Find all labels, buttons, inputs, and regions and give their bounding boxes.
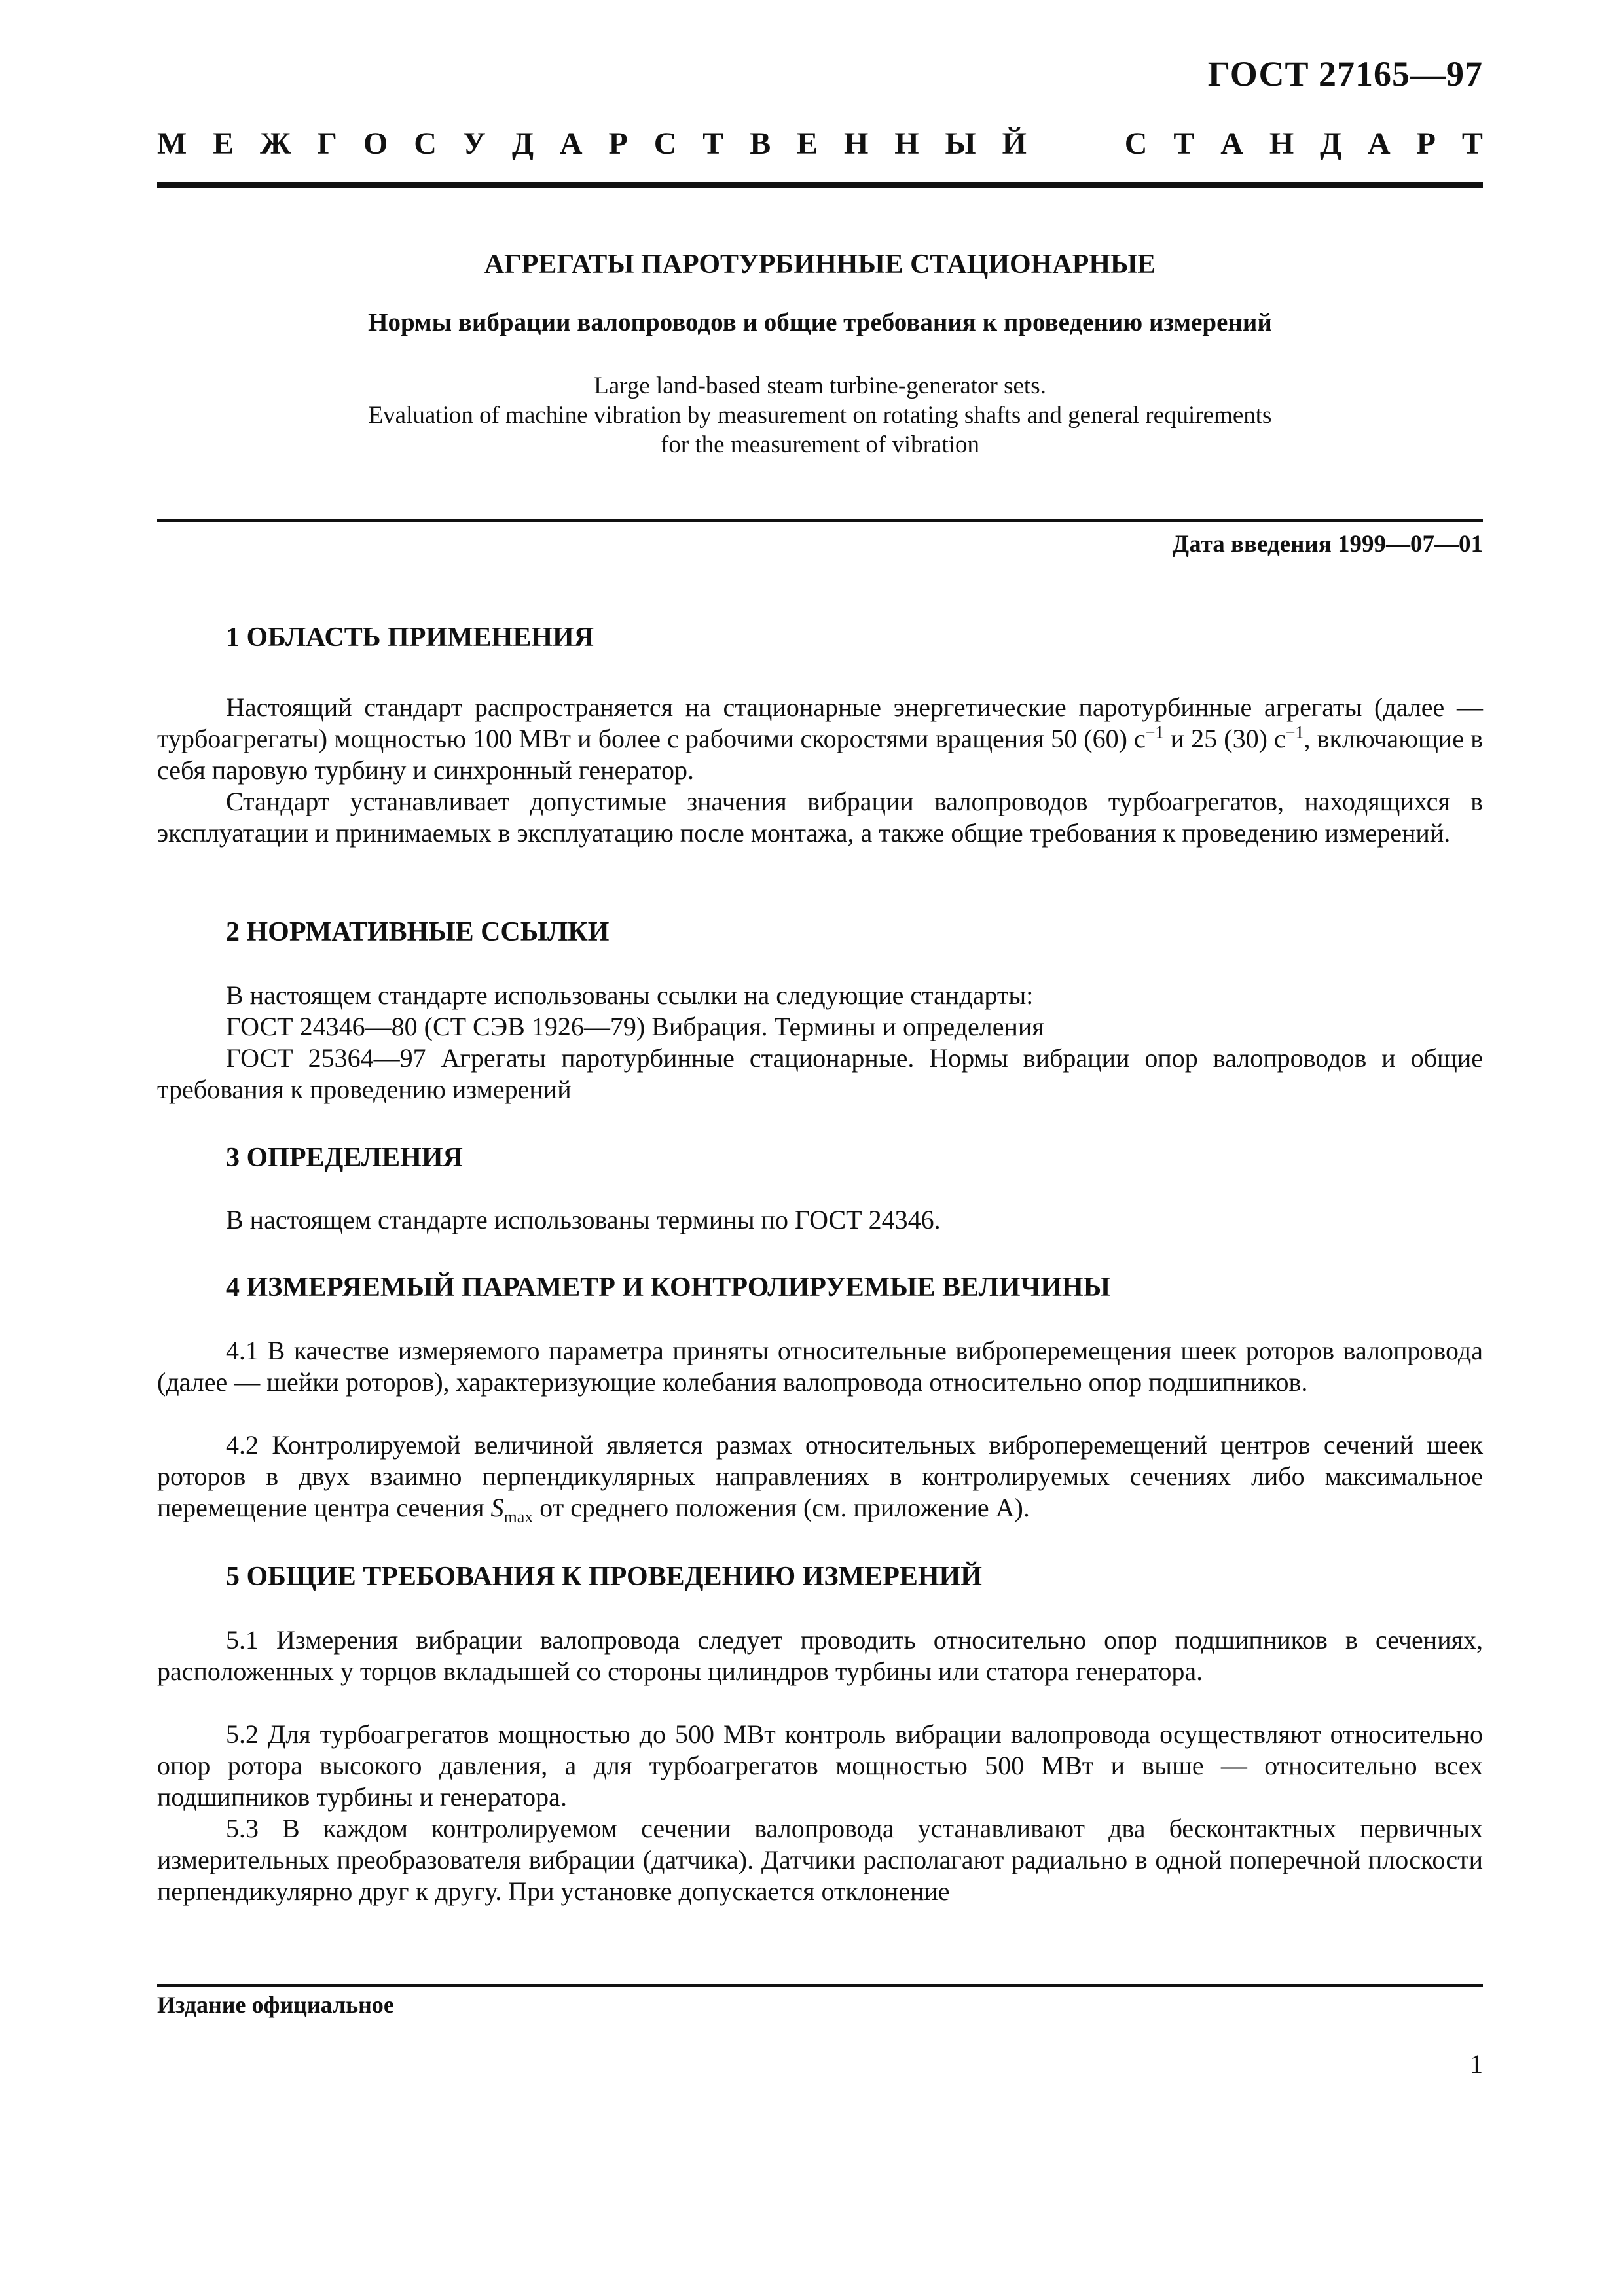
banner-letter: М — [157, 126, 187, 161]
introduction-date: Дата введения 1999—07—01 — [1172, 531, 1483, 558]
english-title — [157, 371, 1483, 459]
footer-rule — [157, 1984, 1483, 1987]
banner-letter: Д — [511, 126, 534, 161]
banner-letter: Е — [797, 126, 818, 161]
section-1-paragraph-2: Стандарт устанавливает допустимые значения вибрации валопроводов турбоагрегатов, находящихся в эксплуатации и принимаемых в эксплуатацию после монтажа, а также общие требования к проведению измерений. — [157, 787, 1483, 848]
banner-letter: Т — [1461, 126, 1483, 161]
section-1-paragraph-1: Настоящий стандарт распространяется на стационарные энергетические паротурбинные агрегаты (далее — турбоагрегаты) мощностью 100 МВт и более с рабочими скоростями вращения 50 (60) $с^{-1}$ и 25 (30) $с^{-1}$, включающие в себя паровую турбину и синхронный генератор. — [157, 692, 1483, 785]
section-5-heading: 5 ОБЩИЕ ТРЕБОВАНИЯ К ПРОВЕДЕНИЮ ИЗМЕРЕНИЙ — [226, 1562, 982, 1592]
banner-letter: А — [1220, 126, 1243, 161]
banner-letter: Т — [1173, 126, 1195, 161]
document-subtitle: Нормы вибрации валопроводов и общие требования к проведению измерений — [368, 308, 1272, 336]
banner-letter: Е — [213, 126, 234, 161]
section-5-paragraph-2: 5.2 Для турбоагрегатов мощностью до 500 МВт контроль вибрации валопровода осуществляют относительно опор ротора высокого давления, а для турбоагрегатов мощностью 500 МВт и выше — относительно всех подшипников турбины и генератора. — [157, 1719, 1483, 1812]
banner-letter: С — [1124, 126, 1148, 161]
section-5-paragraph-1: 5.1 Измерения вибрации валопровода следует проводить относительно опор подшипников в сечениях, расположенных у торцов вкладышей со стороны цилиндров турбины или статора генератора. — [157, 1625, 1483, 1686]
banner-letter: Т — [702, 126, 724, 161]
banner-letter: В — [750, 126, 771, 161]
banner-letter: О — [363, 126, 388, 161]
banner-letter: Р — [608, 126, 628, 161]
section-2-intro: В настоящем стандарте использованы ссылки на следующие стандарты: — [226, 980, 1034, 1010]
document-title: АГРЕГАТЫ ПАРОТУРБИННЫЕ СТАЦИОНАРНЫЕ — [484, 249, 1156, 279]
section-4-paragraph-2: 4.2 Контролируемой величиной является размах относительных виброперемещений центров сечений шеек роторов в двух взаимно перпендикулярных направлениях в контролируемых сечениях либо максимальное перемещение центра сечения $S_{max}$ от среднего положения (см. приложение А). — [157, 1430, 1483, 1526]
banner-letter: А — [1368, 126, 1391, 161]
reference-item: ГОСТ 25364—97 Агрегаты паротурбинные стационарные. Нормы вибрации опор валопроводов и общие требования к проведению измерений — [157, 1043, 1483, 1104]
section-3-heading: 3 ОПРЕДЕЛЕНИЯ — [226, 1143, 463, 1173]
banner-letter: Н — [894, 126, 919, 161]
reference-item: ГОСТ 24346—80 (СТ СЭВ 1926—79) Вибрация. Термины и определения — [226, 1012, 1044, 1041]
banner-letter: Р — [1416, 126, 1436, 161]
banner-letter: Ы — [945, 126, 976, 161]
standard-code: ГОСТ 27165—97 — [1207, 54, 1483, 94]
banner-letter: Ж — [260, 126, 291, 161]
section-4-heading: 4 ИЗМЕРЯЕМЫЙ ПАРАМЕТР И КОНТРОЛИРУЕМЫЕ ВЕЛИЧИНЫ — [226, 1272, 1110, 1302]
banner-letter: Н — [844, 126, 869, 161]
section-1-heading: 1 ОБЛАСТЬ ПРИМЕНЕНИЯ — [226, 622, 594, 653]
section-3-text: В настоящем стандарте использованы термины по ГОСТ 24346. — [226, 1205, 941, 1234]
section-5-paragraph-3: 5.3 В каждом контролируемом сечении валопровода устанавливают два бесконтактных первичных измерительных преобразователя вибрации (датчика). Датчики располагают радиально в одной поперечной плоскости перпендикулярно друг к другу. При установке допускается отклонение — [157, 1814, 1483, 1906]
title-rule — [157, 519, 1483, 522]
english-title-line: Evaluation of machine vibration by measurement on rotating shafts and general requirements — [368, 402, 1272, 429]
banner-letter: С — [653, 126, 677, 161]
banner-gap — [1053, 126, 1099, 162]
standard-type-banner — [157, 126, 1483, 162]
banner-letter: Й — [1002, 126, 1027, 161]
banner-letter: Г — [317, 126, 338, 161]
banner-letter: С — [414, 126, 437, 161]
banner-letter: А — [559, 126, 583, 161]
banner-letter: Д — [1320, 126, 1342, 161]
banner-letter: У — [462, 126, 486, 161]
english-title-line: for the measurement of vibration — [661, 431, 979, 458]
banner-letter: Н — [1269, 126, 1294, 161]
english-title-line: Large land-based steam turbine-generator sets. — [594, 372, 1046, 399]
page-number: 1 — [1470, 2049, 1483, 2079]
edition-label: Издание официальное — [157, 1992, 394, 2018]
section-4-paragraph-1: 4.1 В качестве измеряемого параметра приняты относительные виброперемещения шеек роторов валопровода (далее — шейки роторов), характеризующие колебания валопровода относительно опор подшипников. — [157, 1336, 1483, 1397]
header-rule — [157, 182, 1483, 188]
section-2-heading: 2 НОРМАТИВНЫЕ ССЫЛКИ — [226, 917, 610, 947]
